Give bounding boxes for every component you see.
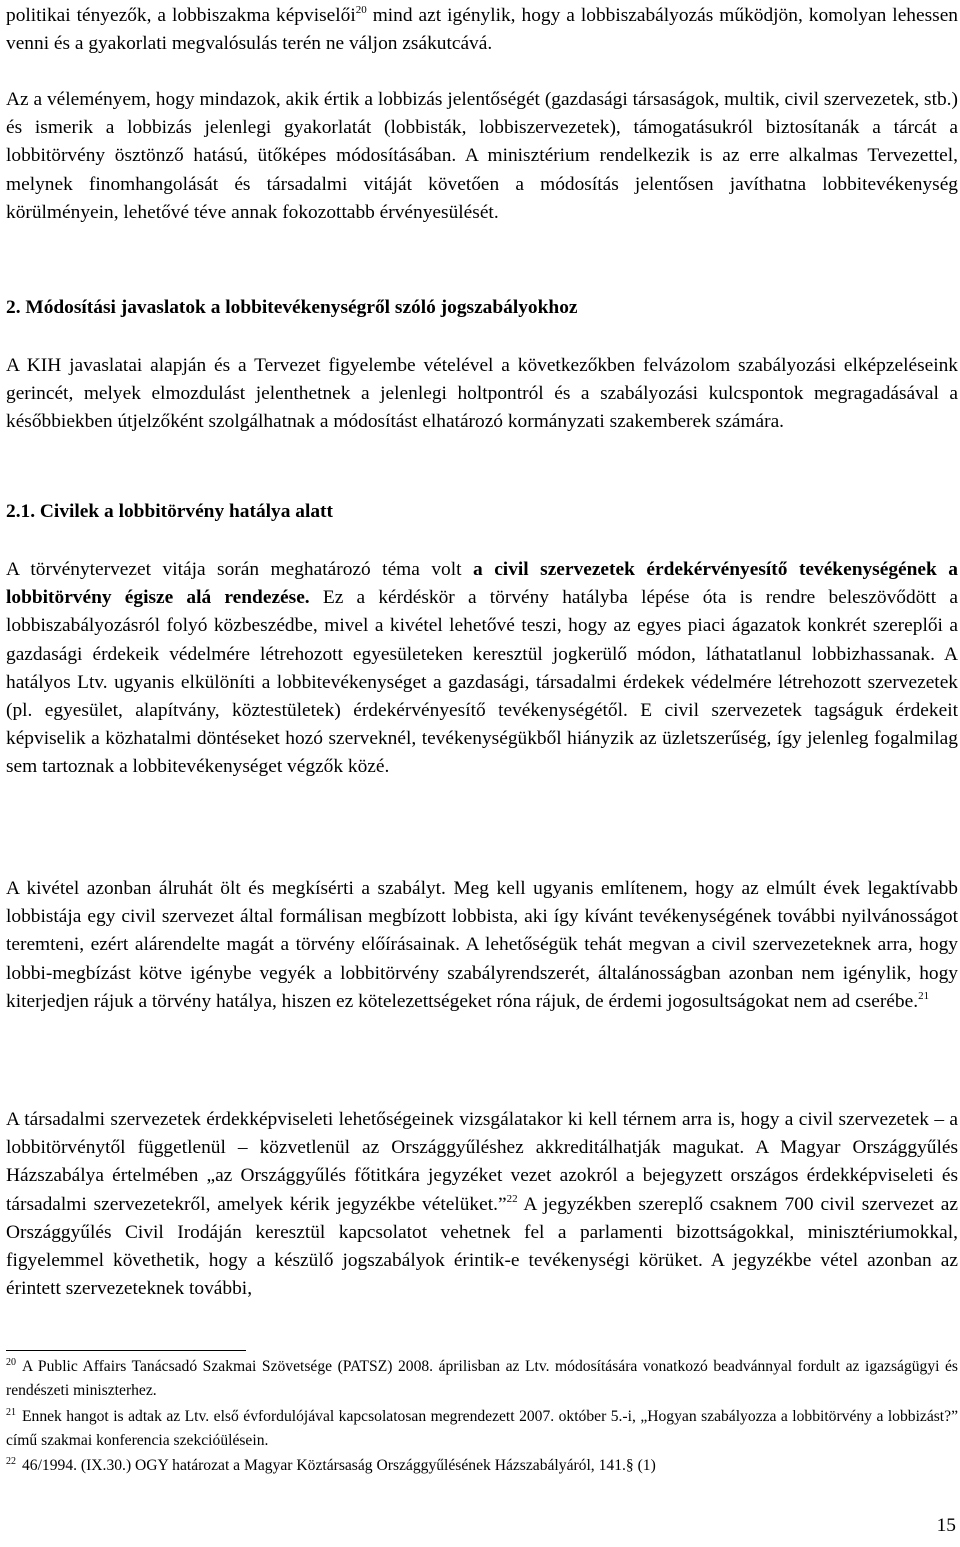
footnote-ref-20[interactable]: 20: [355, 4, 367, 16]
section-heading-2: 2. Módosítási javaslatok a lobbitevékenységről szóló jogszabályokhoz: [6, 297, 578, 318]
footnote-number: 22: [6, 1456, 16, 1467]
bold-emphasis: a civil szervezetek érdekérvényesítő tevékenységének a lobbitörvény égisze alá rendezése.: [6, 559, 958, 609]
paragraph-kih-proposals: A KIH javaslatai alapján és a Tervezet figyelembe vételével a következőkben felvázolom szabályozási elképzeléseink gerincét, melyek elmozdulást jelenthetnek a jelenlegi holtpontról és a szabályozási kulcspontok megragadásával a későbbiekben útjelzőként szolgálhatnak a módosítást elhatározó kormányzati szakemberek számára.: [6, 355, 958, 433]
footnote-22: [6, 1454, 958, 1478]
paragraph-intro-continuation: [6, 2, 958, 58]
paragraph-text: Ez a kérdéskör a törvény hatályba lépése óta is rendre beleszövődött a lobbiszabályozásról folyó közbeszédbe, mivel a kivétel lehetővé teszi, hogy az egyes piaci ágazatok konkrét szereplői a gazdasági érdekeik védelmére létrehozott egyesületeken keresztül jogkerülő módon, láthatatlanul lobbizhassanak. A hatályos Ltv. ugyanis elkülöníti a lobbitevékenységet a gazdasági, társadalmi érdekek védelmére létrehozott szervezetek (pl. egyesület, alapítvány, köztestületek) érdekérvényesítő tevékenységétől. E civil szervezetek tagságuk érdekeit képviselik a közhatalmi döntéseket hozó szerveknél, tevékenységükből hiányzik az üzletszerűség, így jelenleg fogalmilag sem tartoznak a lobbitevékenységet végzők közé.: [6, 587, 958, 778]
footnote-21: [6, 1405, 958, 1452]
paragraph-exception: [6, 875, 958, 1016]
footnote-number: 20: [6, 1357, 16, 1368]
footnote-text: A Public Affairs Tanácsadó Szakmai Szövetsége (PATSZ) 2008. áprilisban az Ltv. módosítására vonatkozó beadvánnyal fordult az igazságügyi és rendészeti miniszterhez.: [6, 1358, 958, 1399]
footnote-ref-22[interactable]: 22: [506, 1192, 518, 1205]
paragraph-text: mind azt igénylik, hogy a lobbiszabályozás működjön, komolyan lehessen venni és a gyakorlati megvalósulás terén ne váljon zsákutcává.: [6, 5, 958, 55]
footnote-text: Ennek hangot is adtak az Ltv. első évfordulójával kapcsolatosan megrendezett 2007. október 5.-i, „Hogyan szabályozza a lobbitörvény a lobbizást?” című szakmai konferencia szekcióülésein.: [6, 1408, 958, 1449]
paragraph-text: A törvénytervezet vitája során meghatározó téma volt: [6, 559, 474, 580]
paragraph-parliament-accreditation: [6, 1106, 958, 1303]
page-number: 15: [936, 1515, 956, 1536]
paragraph-text: A kivétel azonban álruhát ölt és megkísérti a szabályt. Meg kell ugyanis említenem, hogy az elmúlt évek legaktívabb lobbistája egy civil szervezet által formálisan megbízott lobbista, aki így kívánt tevékenységének további nyilvánosságot teremteni, ezért alárendelte magát a törvény előírásainak. A lehetőségük tehát megvan a civil szervezeteknek arra, hogy lobbi-megbízást kötve igénybe vegyék a lobbitörvény szabályrendszerét, általánosságban azonban nem igénylik, hogy kiterjedjen rájuk a törvény hatálya, hiszen ez kötelezettségeket róna rájuk, de érdemi jogosultságokat nem ad cserébe.: [6, 878, 958, 1012]
footnote-separator: [6, 1350, 246, 1351]
footnote-ref-21[interactable]: 21: [918, 989, 930, 1002]
footnote-number: 21: [6, 1407, 16, 1418]
paragraph-text: politikai tényezők, a lobbiszakma képviselői: [6, 5, 356, 26]
section-heading-2-1: 2.1. Civilek a lobbitörvény hatálya alatt: [6, 501, 333, 522]
paragraph-text: A jegyzékben szereplő csaknem 700 civil szervezet az Országgyűlés Civil Irodáján keresztül kapcsolatot vehetnek fel a parlamenti bizottságokkal, minisztériumokkal, figyelemmel követhetik, hogy a készülő jogszabályok érintik-e tevékenységi körüket. A jegyzékbe vétel azonban az érintett szervezeteknek további,: [6, 1193, 958, 1300]
paragraph-civil-organizations: [6, 556, 958, 782]
footnote-20: [6, 1355, 958, 1402]
paragraph-text: A társadalmi szervezetek érdekképviseleti lehetőségeinek vizsgálatakor ki kell térnem arra is, hogy a civil szervezetek – a lobbitörvénytől függetlenül – közvetlenül az Országgyűléshez akkreditálhatják magukat. A Magyar Országgyűlés Házszabálya értelmében „az Országgyűlés főtitkára jegyzéket vezet azokról a bejegyzett országos érdekképviseleti és társadalmi szervezetekről, amelyek kérik jegyzékbe vételüket.”: [6, 1109, 958, 1215]
footnote-text: 46/1994. (IX.30.) OGY határozat a Magyar Köztársaság Országgyűlésének Házszabályáról, 141.§ (1): [22, 1457, 656, 1474]
paragraph-opinion: Az a véleményem, hogy mindazok, akik értik a lobbizás jelentőségét (gazdasági társaságok, multik, civil szervezetek, stb.) és ismerik a lobbizás jelenlegi gyakorlatát (lobbisták, lobbiszervezetek), támogatásukról biztosítanák a tárcát a lobbitörvény ösztönző hatású, ütőképes módosításában. A minisztérium rendelkezik is az erre alkalmas Tervezettel, melynek finomhangolását és társadalmi vitáját követően a módosítás jelentősen javíthatna lobbitevékenység körülményein, lehetővé téve annak fokozottabb érvényesülését.: [6, 89, 958, 223]
